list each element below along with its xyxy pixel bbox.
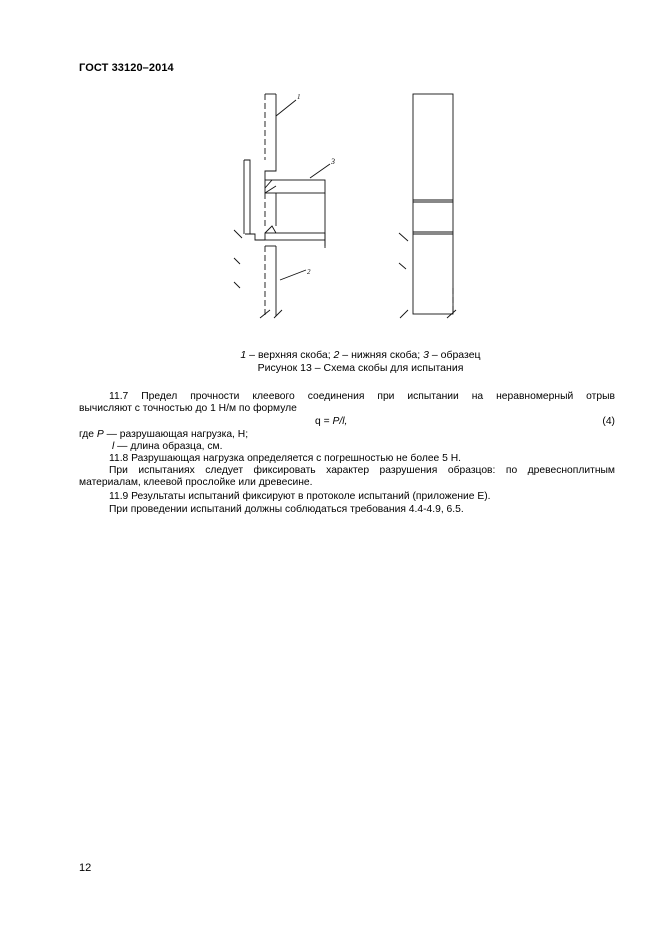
legend-text-2: – нижняя скоба;	[339, 349, 424, 361]
clamp-scheme-drawing	[220, 88, 470, 346]
paragraph-requirements: При проведении испытаний должны соблюдаться требования 4.4-4.9, 6.5.	[109, 504, 464, 515]
where-l-text: — длина образца, см.	[114, 441, 223, 452]
legend-text-3: – образец	[428, 349, 481, 361]
where-l-line	[79, 441, 615, 453]
document-header: ГОСТ 33120–2014	[79, 62, 174, 74]
formula-row	[79, 416, 615, 429]
legend-num-2: 2	[333, 349, 340, 361]
legend-num-1: 1	[240, 349, 247, 361]
label-three: 3	[331, 157, 335, 166]
formula	[315, 416, 347, 427]
page-number: 12	[79, 862, 92, 874]
where-prefix: где	[79, 429, 97, 440]
figure-legend	[0, 349, 661, 361]
paragraph-fix-line1: При испытаниях следует фиксировать характер разрушения образцов: по древесноплитным	[109, 465, 615, 476]
where-l-var: l	[112, 441, 115, 452]
paragraph-fix-line2: материалам, клеевой прослойке или древесине.	[79, 477, 313, 488]
label-two: 2	[307, 268, 311, 276]
where-p-line	[79, 429, 615, 441]
where-p-var: P	[96, 429, 104, 440]
legend-num-3: 3	[423, 349, 429, 361]
paragraph-11-7-line1: 11.7 Предел прочности клеевого соединения при испытании на неравномерный отрыв	[109, 391, 615, 402]
figure-title: Рисунок 13 – Схема скобы для испытания	[257, 362, 464, 374]
clamp-scheme-figure	[220, 88, 470, 346]
formula-variables: P/l,	[332, 416, 348, 427]
paragraph-11-8: 11.8 Разрушающая нагрузка определяется с погрешностью не более 5 Н.	[109, 453, 462, 464]
where-p-text: — разрушающая нагрузка, Н;	[103, 429, 249, 440]
label-one: 1	[297, 93, 301, 101]
formula-number: (4)	[602, 416, 615, 427]
formula-prefix: q =	[315, 416, 333, 427]
paragraph-11-9: 11.9 Результаты испытаний фиксируют в протоколе испытаний (приложение Е).	[109, 491, 491, 502]
legend-text-1: – верхняя скоба;	[246, 349, 334, 361]
paragraph-11-7-line2: вычисляют с точностью до 1 Н/м по формуле	[79, 403, 297, 414]
